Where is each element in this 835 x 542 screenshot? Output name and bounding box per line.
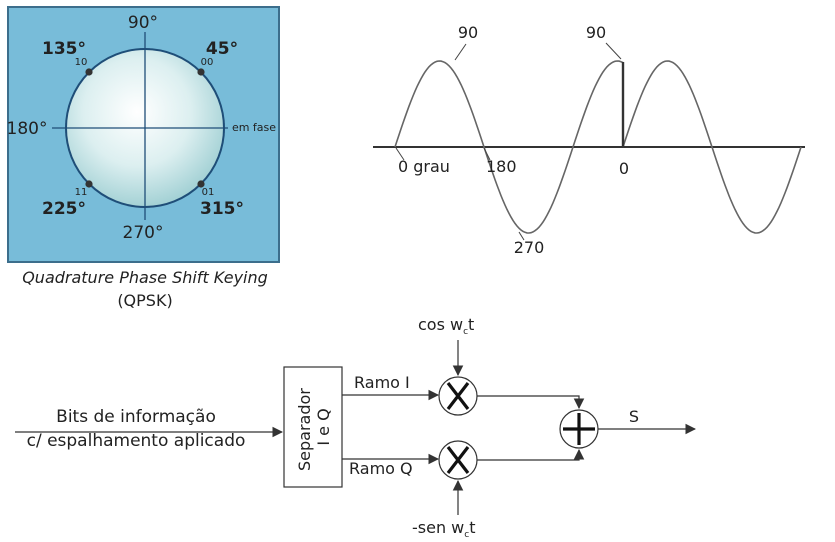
mult-q-to-sum: [477, 450, 579, 460]
label-peak1-90: 90: [457, 23, 479, 42]
point-45: [197, 68, 204, 75]
carrier-cos-label: $\cos w_ct$: [418, 315, 475, 337]
constellation-panel: [7, 7, 279, 262]
input-label-line1: Bits de informação: [56, 407, 216, 427]
separator-line1: Separador: [295, 388, 314, 471]
label-270-deg: 270°: [122, 223, 164, 243]
bits-10: 10: [74, 57, 88, 68]
label-180: 180: [486, 157, 517, 176]
label-270: 270: [513, 238, 545, 257]
label-315-deg: 315°: [200, 199, 244, 219]
bits-00: 00: [200, 57, 214, 68]
leader-peak2: [606, 43, 621, 59]
label-peak2-90: 90: [585, 23, 607, 42]
label-0: 0: [618, 159, 630, 178]
label-45-deg: 45°: [205, 39, 239, 59]
caption-title: Quadrature Phase Shift Keying: [22, 268, 268, 287]
label-135-deg: 135°: [42, 39, 86, 59]
carrier-sen-label: -sen $w_ct$: [412, 518, 476, 540]
bits-01: 01: [201, 187, 215, 198]
output-label: S: [628, 407, 640, 426]
bits-11: 11: [74, 187, 88, 198]
label-0-grau: 0 grau: [398, 157, 450, 176]
point-135: [85, 68, 92, 75]
caption-qpsk: (QPSK): [117, 291, 173, 310]
label-225-deg: 225°: [42, 199, 86, 219]
input-label-line2: c/ espalhamento aplicado: [26, 431, 246, 451]
branch-q-label: Ramo Q: [349, 459, 413, 478]
label-90-deg: 90°: [127, 13, 159, 33]
block-diagram: [15, 315, 695, 540]
separator-line2: I e Q: [314, 408, 333, 446]
label-em-fase: em fase: [231, 121, 277, 134]
waveform: [373, 23, 805, 257]
label-180-deg: 180°: [6, 119, 48, 139]
leader-peak1: [455, 44, 466, 60]
branch-i-label: Ramo I: [354, 373, 410, 392]
mult-i-to-sum: [477, 396, 579, 408]
